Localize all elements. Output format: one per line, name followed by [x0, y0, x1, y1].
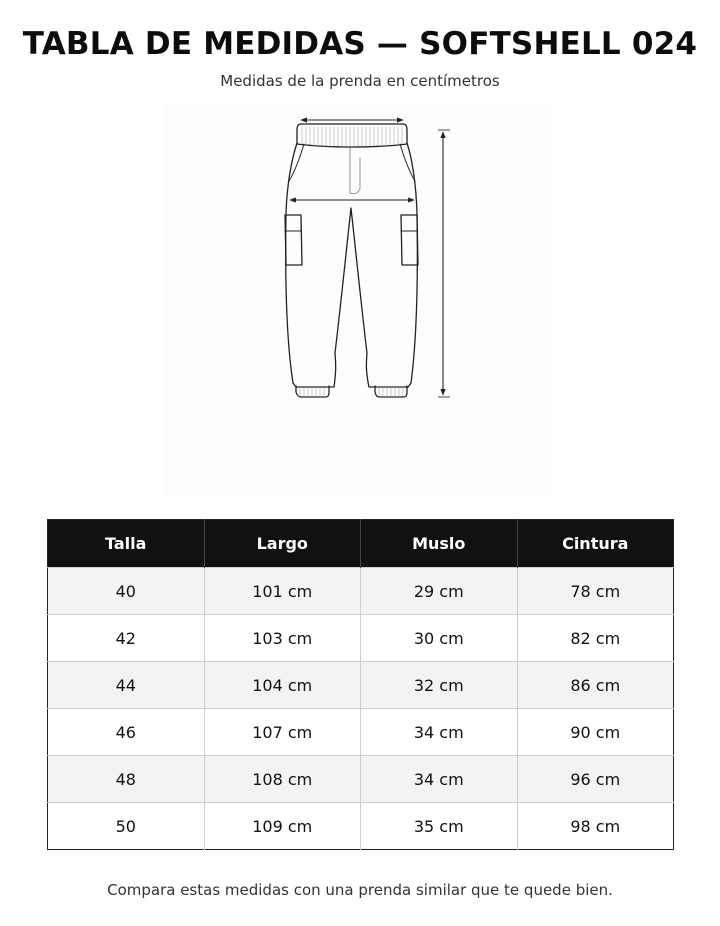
size-table — [47, 519, 674, 850]
column-header-cintura: Cintura — [517, 520, 674, 568]
table-cell: 32 cm — [361, 662, 518, 709]
right-cargo-pocket — [401, 215, 418, 265]
pants-illustration — [165, 103, 553, 498]
table-cell: 40 — [48, 568, 205, 615]
page-title: TABLA DE MEDIDAS — SOFTSHELL 024 — [22, 26, 698, 62]
table-row — [48, 756, 674, 803]
table-cell: 78 cm — [517, 568, 674, 615]
page-subtitle: Medidas de la prenda en centímetros — [220, 72, 500, 90]
pants-outline — [286, 143, 418, 387]
table-cell: 86 cm — [517, 662, 674, 709]
table-cell: 34 cm — [361, 756, 518, 803]
table-cell: 101 cm — [204, 568, 361, 615]
table-cell: 29 cm — [361, 568, 518, 615]
table-header-row — [48, 520, 674, 568]
table-cell: 98 cm — [517, 803, 674, 850]
table-cell: 108 cm — [204, 756, 361, 803]
table-cell: 44 — [48, 662, 205, 709]
column-header-talla: Talla — [48, 520, 205, 568]
left-cargo-pocket — [285, 215, 302, 265]
fly-seam — [350, 148, 360, 194]
table-cell: 34 cm — [361, 709, 518, 756]
table-cell: 46 — [48, 709, 205, 756]
table-cell: 50 — [48, 803, 205, 850]
table-cell: 96 cm — [517, 756, 674, 803]
table-row — [48, 709, 674, 756]
table-cell: 30 cm — [361, 615, 518, 662]
table-cell: 103 cm — [204, 615, 361, 662]
table-cell: 104 cm — [204, 662, 361, 709]
table-row — [48, 662, 674, 709]
cargo-pants-technical-drawing-icon — [165, 103, 553, 498]
table-cell: 48 — [48, 756, 205, 803]
table-cell: 42 — [48, 615, 205, 662]
table-row — [48, 615, 674, 662]
table-cell: 82 cm — [517, 615, 674, 662]
footer-note: Compara estas medidas con una prenda similar que te quede bien. — [107, 881, 613, 899]
table-cell: 35 cm — [361, 803, 518, 850]
table-cell: 107 cm — [204, 709, 361, 756]
table-row — [48, 568, 674, 615]
table-row — [48, 803, 674, 850]
column-header-largo: Largo — [204, 520, 361, 568]
table-cell: 109 cm — [204, 803, 361, 850]
column-header-muslo: Muslo — [361, 520, 518, 568]
table-cell: 90 cm — [517, 709, 674, 756]
right-pocket — [400, 144, 415, 181]
waistband — [297, 124, 407, 147]
